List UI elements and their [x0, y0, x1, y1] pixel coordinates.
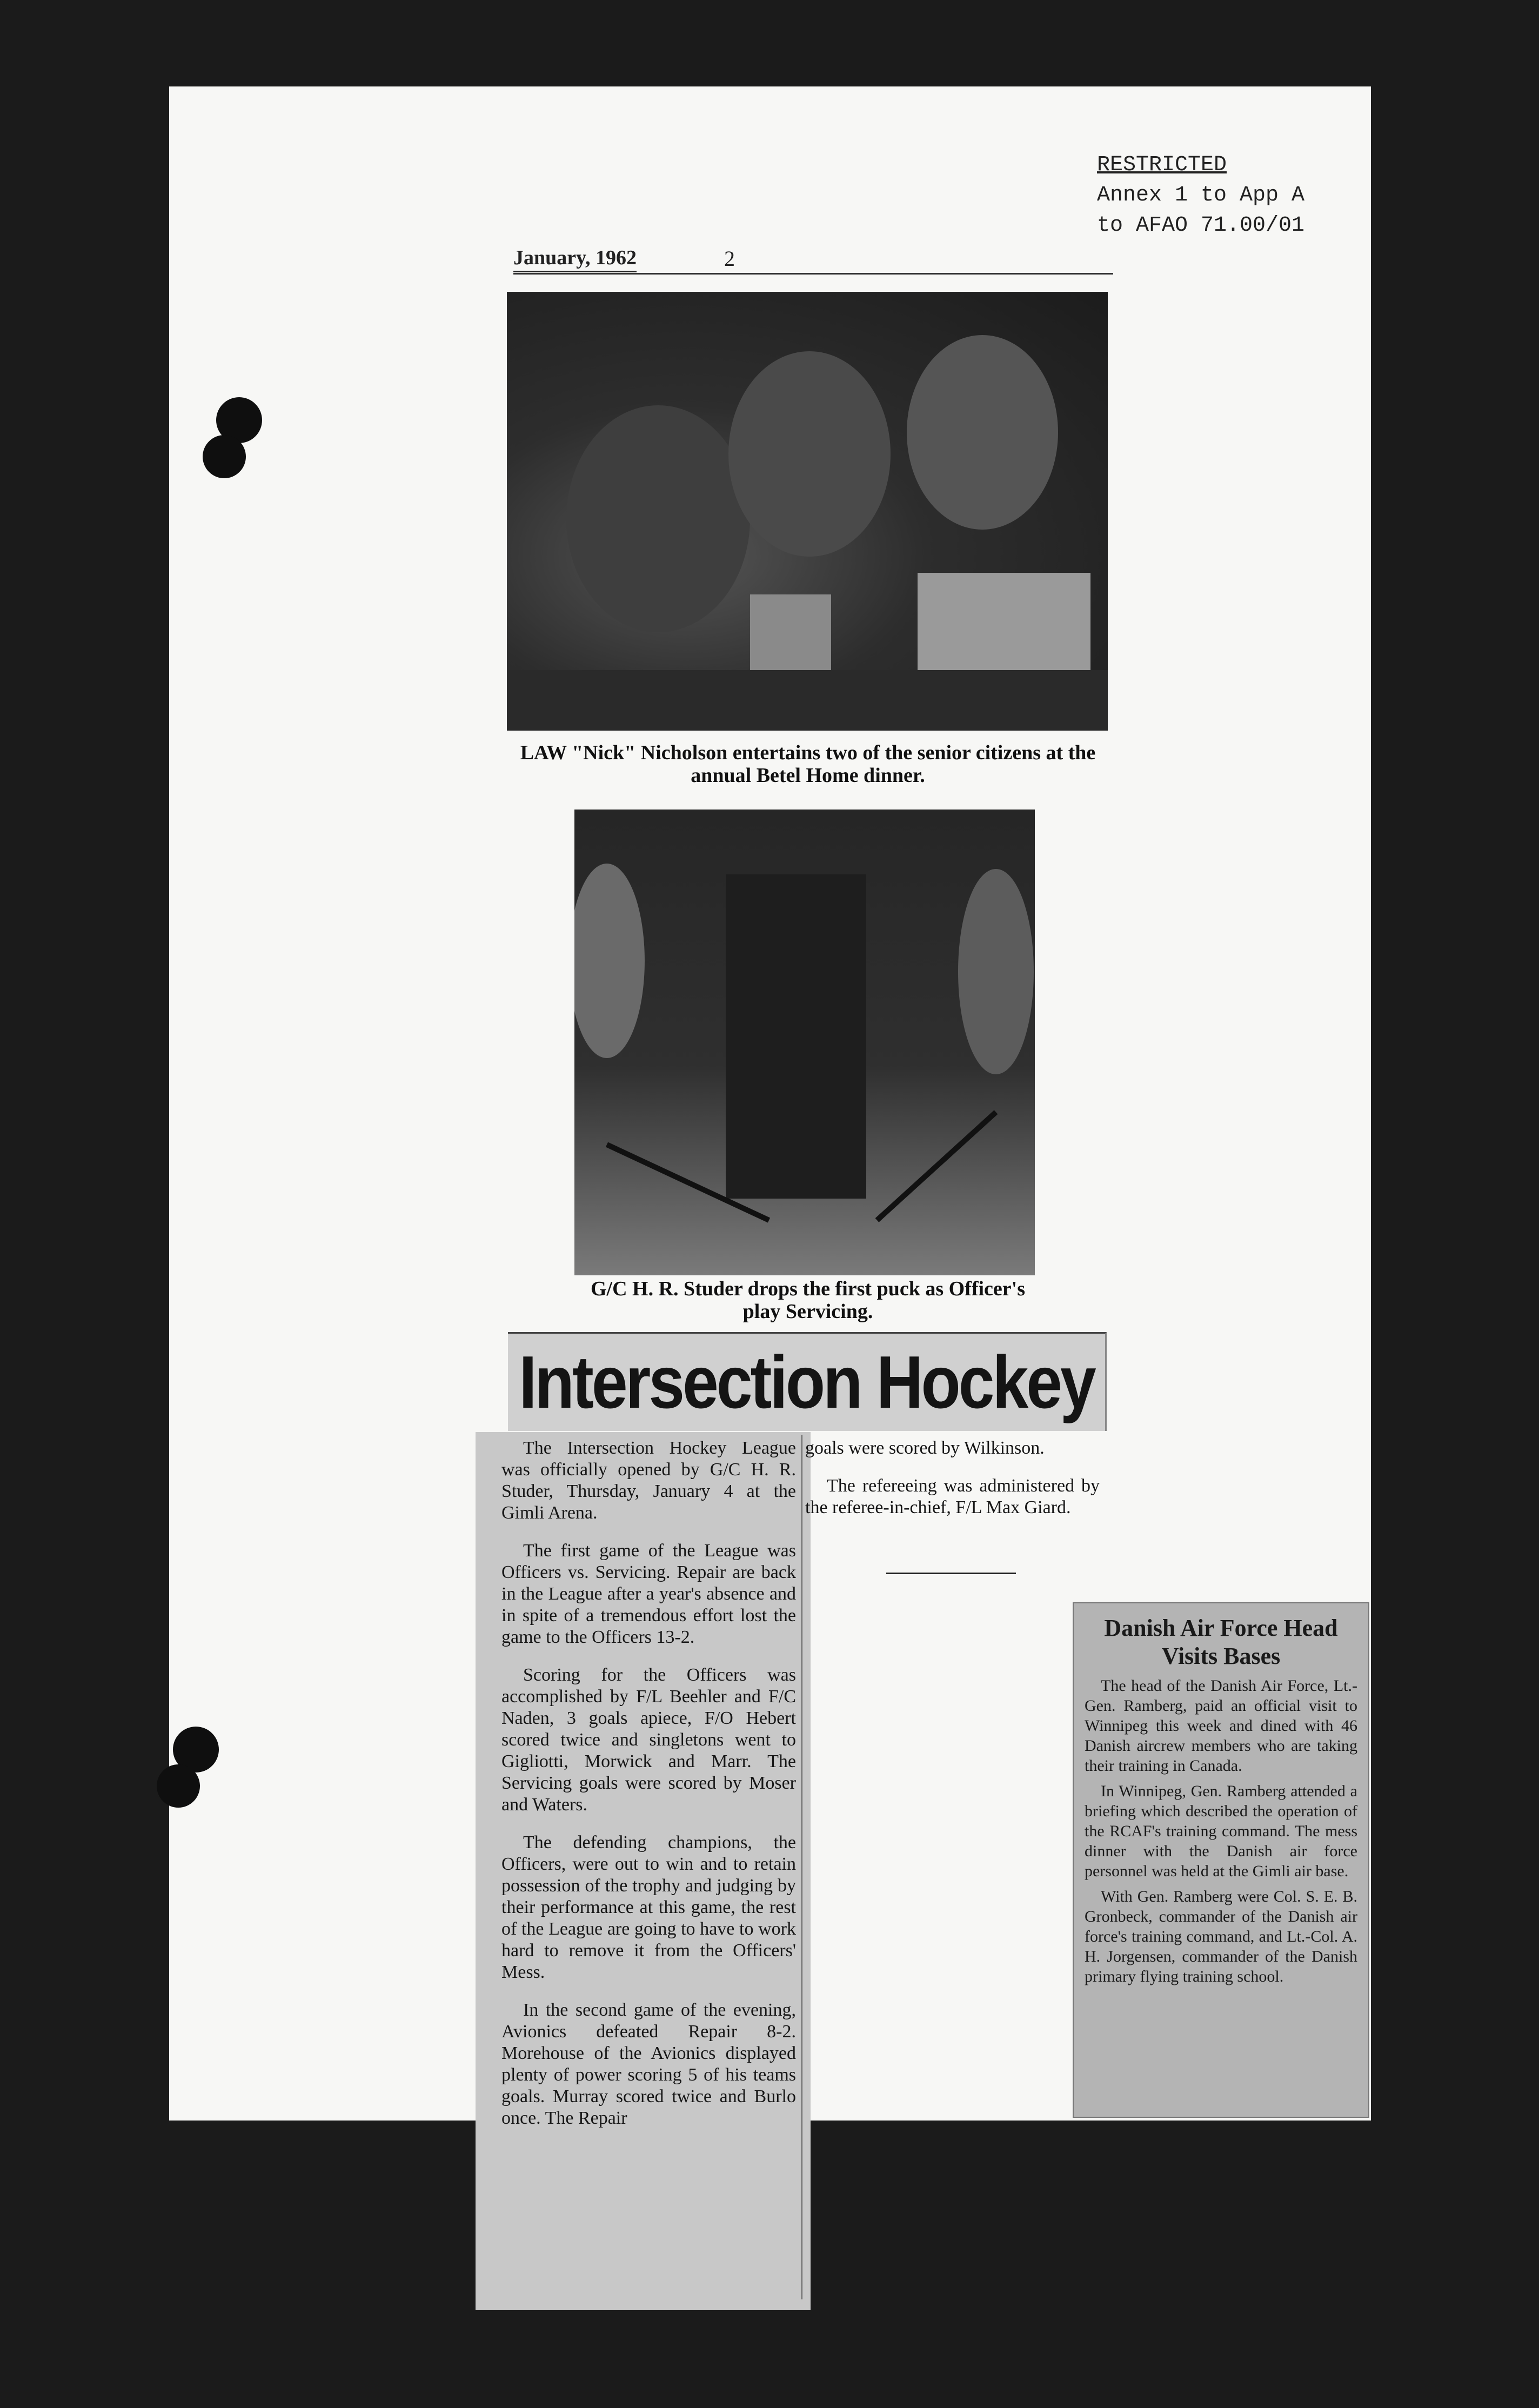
page-number: 2 [724, 246, 735, 271]
column-separator [801, 1435, 802, 2299]
article-headline: Intersection Hockey [519, 1340, 1094, 1424]
dateline [513, 246, 1113, 275]
photo-dinner [507, 292, 1108, 731]
photo-dinner-caption: LAW "Nick" Nicholson entertains two of the senior citizens at the annual Betel Home dinner. [520, 741, 1096, 787]
clipping-headline: Danish Air Force Head Visits Bases [1104, 1615, 1338, 1669]
article-paragraph: The defending champions, the Officers, were out to win and to retain possession of the trophy and judging by their performance at this game, the rest of the League are going to have to work hard to remove it from the Officers' Mess. [501, 1832, 796, 1982]
punch-hole-top-2 [203, 435, 246, 478]
article-body-left [501, 1437, 796, 2145]
photo-dinner-image [507, 292, 1108, 731]
article-continuation: The refereeing was administered by the referee-in-chief, F/L Max Giard. [805, 1476, 1100, 1517]
issue-date: January, 1962 [513, 246, 637, 272]
article-continuation: goals were scored by Wilkinson. [805, 1438, 1045, 1458]
photo-hockey-caption: G/C H. R. Studer drops the first puck as Officer's play Servicing. [591, 1277, 1025, 1323]
article-headline-box [508, 1332, 1107, 1431]
article-paragraph: The Intersection Hockey League was officially opened by G/C H. R. Studer, Thursday, January 4 at the Gimli Arena. [501, 1438, 796, 1523]
clipping-paragraph: In Winnipeg, Gen. Ramberg attended a briefing which described the operation of the RCAF's training command. The mess dinner with the Danish air force personnel was held at the Gimli air base. [1085, 1782, 1357, 1880]
article-body-right [805, 1437, 1100, 1535]
classification-label: RESTRICTED [1097, 153, 1227, 177]
article-paragraph: Scoring for the Officers was accomplished by F/L Beehler and F/C Naden, 3 goals apiece, F/O Hebert scored twice and singletons went to Gigliotti, Morwick and Marr. The Servicing goals were scored by Moser and Waters. [501, 1665, 796, 1815]
photo-hockey-image [574, 810, 1035, 1275]
danish-air-force-clipping [1073, 1602, 1369, 2118]
punch-hole-bottom-2 [157, 1764, 200, 1808]
clipping-paragraph: With Gen. Ramberg were Col. S. E. B. Gronbeck, commander of the Danish air force's training command, and Lt.-Col. A. H. Jorgensen, commander of the Danish primary flying training school. [1085, 1888, 1357, 1985]
annex-reference: Annex 1 to App A [1097, 183, 1305, 208]
photo-hockey [574, 810, 1035, 1275]
clipping-paragraph: The head of the Danish Air Force, Lt.-Gen. Ramberg, paid an official visit to Winnipeg this week and dined with 46 Danish aircrew members who are taking their training in Canada. [1085, 1677, 1357, 1775]
article-paragraph: In the second game of the evening, Avionics defeated Repair 8-2. Morehouse of the Avionics displayed plenty of power scoring 5 of his teams goals. Murray scored twice and Burlo once. The Repair [501, 2000, 796, 2128]
article-end-rule [886, 1573, 1016, 1574]
article-paragraph: The first game of the League was Officers vs. Servicing. Repair are back in the League after a year's absence and in spite of a tremendous effort lost the game to the Officers 13-2. [501, 1541, 796, 1647]
afao-reference: to AFAO 71.00/01 [1097, 213, 1305, 238]
classification-stamp [1097, 150, 1304, 241]
